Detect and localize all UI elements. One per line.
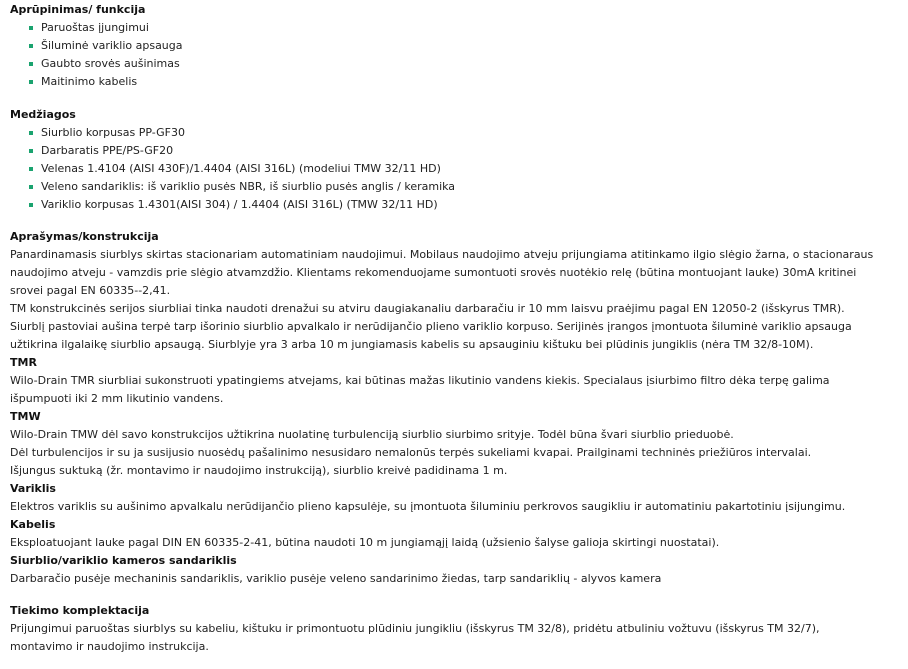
list-item: Maitinimo kabelis: [10, 73, 906, 91]
list-item: Veleno sandariklis: iš variklio pusės NBR, iš siurblio pusės anglis / keramika: [10, 178, 906, 196]
features-heading: Aprūpinimas/ funkcija: [10, 3, 146, 16]
bullet-square-icon: [29, 167, 33, 171]
list-item: Variklio korpusas 1.4301(AISI 304) / 1.4404 (AISI 316L) (TMW 32/11 HD): [10, 196, 906, 214]
bullet-square-icon: [29, 149, 33, 153]
motor-heading: Variklis: [10, 482, 56, 495]
bullet-square-icon: [29, 44, 33, 48]
tmw-line: Išjungus suktuką (žr. montavimo ir naudojimo instrukciją), siurblio kreivė padidinama 1 m.: [10, 464, 508, 477]
tmw-line: Wilo-Drain TMW dėl savo konstrukcijos užtikrina nuolatinę turbulenciją siurblio siurbimo srityje. Todėl būna švari siurblio prieduobė.: [10, 428, 734, 441]
motor-line: Elektros variklis su aušinimo apvalkalu nerūdijančio plieno kapsulėje, su įmontuota šiluminiu perkrovos saugikliu ir automatiniu pakartotiniu įsijungimu.: [10, 500, 846, 513]
delivery-line: Prijungimui paruoštas siurblys su kabeliu, kištuku ir primontuotu plūdiniu jungikliu (išskyrus TM 32/8), pridėtu atbuliniu vožtuvu (išskyrus TM 32/7),: [10, 622, 820, 635]
bullet-square-icon: [29, 185, 33, 189]
materials-list: [10, 124, 906, 214]
bullet-square-icon: [29, 80, 33, 84]
description-line: TM konstrukcinės serijos siurbliai tinka naudoti drenažui su atviru daugiakanaliu darbaračiu ir 10 mm laisvu praėjimu pagal EN 12050-2 (išskyrus TMR).: [10, 302, 845, 315]
description-line: Siurblį pastoviai aušina terpė tarp išorinio siurblio apvalkalo ir nerūdijančio plieno variklio korpuso. Serijinės įrangos įmontuota šiluminė variklio apsauga: [10, 320, 852, 333]
tmw-line: Dėl turbulencijos ir su ja susijusio nuosėdų pašalinimo nesusidaro nemalonūs terpės sukeliami kvapai. Prailginami techninės priežiūros intervalai.: [10, 446, 812, 459]
tmr-line: Wilo-Drain TMR siurbliai sukonstruoti ypatingiems atvejams, kai būtinas mažas likutinio vandens kiekis. Specialaus įsiurbimo filtro dėka terpę galima: [10, 374, 830, 387]
description-line: naudojimo atveju - vamzdis prie slėgio atvamzdžio. Klientams rekomenduojame sumontuoti srovės nuotėkio relę (būtina montuojant lauke) 30mA kritinei: [10, 266, 857, 279]
list-item: Gaubto srovės aušinimas: [10, 55, 906, 73]
seal-line: Darbaračio pusėje mechaninis sandariklis, variklio pusėje veleno sandarinimo žiedas, tarp sandariklių - alyvos kamera: [10, 572, 662, 585]
spacer: [10, 588, 906, 602]
list-item: Paruoštas įjungimui: [10, 19, 906, 37]
delivery-heading: Tiekimo komplektacija: [10, 604, 150, 617]
description-line: srovei pagal EN 60335--2,41.: [10, 284, 171, 297]
features-list: [10, 19, 906, 91]
list-item: Siurblio korpusas PP-GF30: [10, 124, 906, 142]
list-item: Velenas 1.4104 (AISI 430F)/1.4404 (AISI 316L) (modeliui TMW 32/11 HD): [10, 160, 906, 178]
list-item: Darbaratis PPE/PS-GF20: [10, 142, 906, 160]
spacer: [10, 91, 906, 106]
spacer: [10, 214, 906, 228]
product-description: [10, 0, 906, 656]
description-line: užtikrina ilgalaikę siurblio apsaugą. Siurblyje yra 3 arba 10 m jungiamasis kabelis su apsauginiu kištuku bei plūdinis jungiklis (nėra TM 32/8-10M).: [10, 338, 814, 351]
bullet-square-icon: [29, 26, 33, 30]
tmr-line: išpumpuoti iki 2 mm likutinio vandens.: [10, 392, 224, 405]
bullet-square-icon: [29, 203, 33, 207]
tmr-heading: TMR: [10, 356, 37, 369]
bullet-square-icon: [29, 131, 33, 135]
description-heading: Aprašymas/konstrukcija: [10, 230, 159, 243]
cable-heading: Kabelis: [10, 518, 56, 531]
bullet-square-icon: [29, 62, 33, 66]
delivery-line: montavimo ir naudojimo instrukcija.: [10, 640, 209, 653]
seal-heading: Siurblio/variklio kameros sandariklis: [10, 554, 237, 567]
list-item: Šiluminė variklio apsauga: [10, 37, 906, 55]
cable-line: Eksploatuojant lauke pagal DIN EN 60335-2-41, būtina naudoti 10 m jungiamąjį laidą (užsienio šalyse galioja skirtingi nuostatai).: [10, 536, 720, 549]
tmw-heading: TMW: [10, 410, 41, 423]
description-line: Panardinamasis siurblys skirtas stacionariam automatiniam naudojimui. Mobilaus naudojimo atveju prijungiama atitinkamo ilgio slėgio žarna, o stacionaraus: [10, 248, 874, 261]
materials-heading: Medžiagos: [10, 108, 76, 121]
